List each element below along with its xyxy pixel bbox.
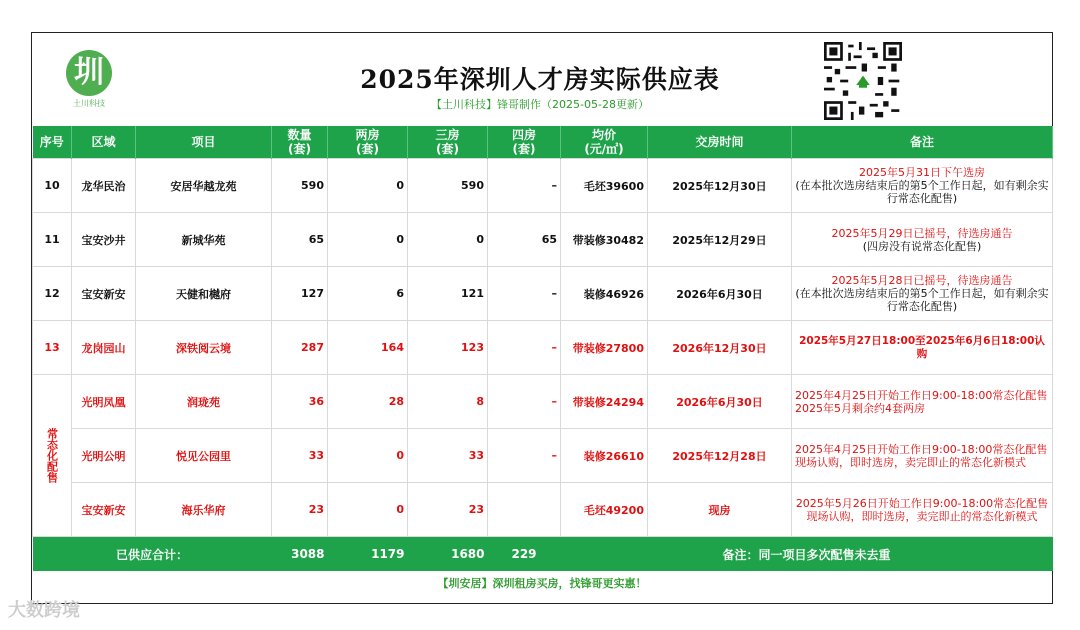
cell-price: 毛坯39600: [561, 159, 648, 213]
qr-code-icon: [824, 42, 902, 120]
cell-three: 33: [408, 429, 488, 483]
cell-project: 安居华越龙苑: [136, 159, 272, 213]
cell-project: 天健和樾府: [136, 267, 272, 321]
totals-note: 备注：同一项目多次配售未去重: [561, 537, 1053, 572]
cell-delivery: 2026年12月30日: [648, 321, 792, 375]
cell-four: –: [488, 321, 561, 375]
cell-two: 164: [328, 321, 408, 375]
cell-no: 12: [33, 267, 72, 321]
totals-row: [33, 537, 1053, 572]
cell-price: 带装修27800: [561, 321, 648, 375]
supply-table: [32, 126, 1053, 571]
cell-three: 121: [408, 267, 488, 321]
cell-delivery: 2026年6月30日: [648, 267, 792, 321]
cell-qty: 287: [272, 321, 328, 375]
cell-note: 2025年4月25日开始工作日9:00-18:00常态化配售 现场认购，即时选房，卖完即止的常态化新模式: [792, 429, 1053, 483]
col-header: 项目: [136, 126, 272, 159]
cell-note: 2025年5月26日开始工作日9:00-18:00常态化配售现场认购，即时选房，卖完即止的常态化新模式: [792, 483, 1053, 537]
page-title: 2025年深圳人才房实际供应表: [360, 65, 720, 94]
table-row: [33, 267, 1053, 321]
cell-area: 宝安新安: [72, 267, 136, 321]
table-row: [33, 429, 1053, 483]
table-row: [33, 483, 1053, 537]
cell-four: –: [488, 267, 561, 321]
col-header: 序号: [33, 126, 72, 159]
page-subtitle: 【土川科技】锋哥制作（2025-05-28更新）: [431, 98, 649, 111]
cell-area: 龙岗园山: [72, 321, 136, 375]
cell-four: –: [488, 159, 561, 213]
cell-delivery: 2025年12月28日: [648, 429, 792, 483]
cell-four: 65: [488, 213, 561, 267]
cell-note: 2025年5月29日已摇号，待选房通告 (四房没有说常态化配售): [792, 213, 1053, 267]
cell-three: 590: [408, 159, 488, 213]
cell-no: 11: [33, 213, 72, 267]
cell-delivery: 现房: [648, 483, 792, 537]
cell-two: 0: [328, 429, 408, 483]
cell-qty: 36: [272, 375, 328, 429]
cell-four: –: [488, 429, 561, 483]
table-row: [33, 213, 1053, 267]
cell-price: 毛坯49200: [561, 483, 648, 537]
table-row: [33, 375, 1053, 429]
cell-area: 光明凤凰: [72, 375, 136, 429]
cell-two: 6: [328, 267, 408, 321]
cell-project: 新城华苑: [136, 213, 272, 267]
cell-area: 光明公明: [72, 429, 136, 483]
logo-icon: 圳: [66, 50, 112, 96]
cell-note: 2025年4月25日开始工作日9:00-18:00常态化配售 2025年5月剩余约4套两房: [792, 375, 1053, 429]
group-label: 常态化配售: [33, 375, 72, 537]
logo-caption: 土川科技: [73, 99, 105, 108]
cell-project: 悦见公园里: [136, 429, 272, 483]
cell-three: 123: [408, 321, 488, 375]
col-header: 四房 (套): [488, 126, 561, 159]
cell-qty: 127: [272, 267, 328, 321]
col-header: 区域: [72, 126, 136, 159]
totals-three: 1680: [408, 537, 488, 572]
cell-four: [488, 483, 561, 537]
totals-four: 229: [488, 537, 561, 572]
cell-three: 8: [408, 375, 488, 429]
cell-three: 0: [408, 213, 488, 267]
cell-price: 装修26610: [561, 429, 648, 483]
table-header-row: [33, 126, 1053, 159]
col-header: 交房时间: [648, 126, 792, 159]
cell-qty: 65: [272, 213, 328, 267]
col-header: 均价 (元/㎡): [561, 126, 648, 159]
footer-slogan: 【圳安居】深圳租房买房，找锋哥更实惠！: [437, 577, 647, 590]
cell-note: 2025年5月27日18:00至2025年6月6日18:00认购: [792, 321, 1053, 375]
cell-four: –: [488, 375, 561, 429]
cell-three: 23: [408, 483, 488, 537]
cell-two: 0: [328, 483, 408, 537]
cell-price: 带装修30482: [561, 213, 648, 267]
cell-delivery: 2025年12月29日: [648, 213, 792, 267]
totals-qty: 3088: [272, 537, 328, 572]
cell-two: 28: [328, 375, 408, 429]
table-row: [33, 159, 1053, 213]
totals-label: 已供应合计：: [33, 537, 272, 572]
cell-delivery: 2025年12月30日: [648, 159, 792, 213]
col-header: 两房 (套): [328, 126, 408, 159]
col-header: 备注: [792, 126, 1053, 159]
cell-project: 深铁阅云境: [136, 321, 272, 375]
cell-price: 装修46926: [561, 267, 648, 321]
cell-project: 润珑苑: [136, 375, 272, 429]
cell-note: 2025年5月31日下午选房 (在本批次选房结束后的第5个工作日起，如有剩余实行常态化配售): [792, 159, 1053, 213]
col-header: 三房 (套): [408, 126, 488, 159]
cell-note: 2025年5月28日已摇号，待选房通告 (在本批次选房结束后的第5个工作日起，如有剩余实行常态化配售): [792, 267, 1053, 321]
cell-qty: 23: [272, 483, 328, 537]
cell-delivery: 2026年6月30日: [648, 375, 792, 429]
cell-two: 0: [328, 213, 408, 267]
cell-area: 宝安沙井: [72, 213, 136, 267]
cell-no: 13: [33, 321, 72, 375]
table-row: [33, 321, 1053, 375]
cell-qty: 33: [272, 429, 328, 483]
cell-qty: 590: [272, 159, 328, 213]
watermark: 大数跨境: [8, 600, 80, 621]
cell-area: 宝安新安: [72, 483, 136, 537]
cell-area: 龙华民治: [72, 159, 136, 213]
cell-project: 海乐华府: [136, 483, 272, 537]
totals-two: 1179: [328, 537, 408, 572]
cell-no: 10: [33, 159, 72, 213]
cell-price: 带装修24294: [561, 375, 648, 429]
cell-two: 0: [328, 159, 408, 213]
col-header: 数量 (套): [272, 126, 328, 159]
